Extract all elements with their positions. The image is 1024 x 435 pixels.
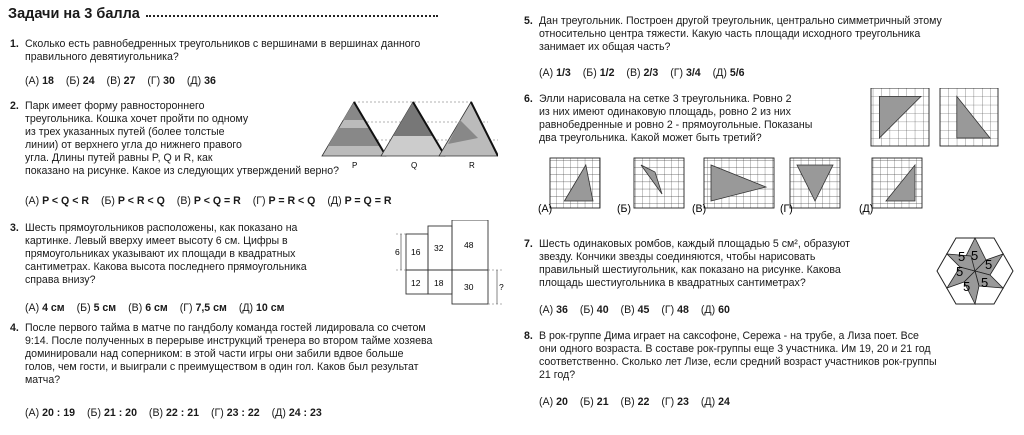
option-c[interactable]: (В) 27 (106, 75, 136, 87)
title-dotted-rule (146, 15, 438, 17)
section-title: Задачи на 3 балла (8, 6, 140, 22)
question-number: 2. (10, 100, 19, 112)
question-text (25, 38, 420, 64)
text-line: Сколько есть равнобедренных треугольников с вершинами в вершинах данного (25, 38, 421, 50)
option-e-grid[interactable] (872, 158, 922, 208)
option-a-label: (А) (538, 203, 553, 215)
option-b[interactable]: (Б) 21 (579, 396, 609, 408)
label-p: P (352, 161, 358, 170)
text-line: они одного возраста. В составе рок-группы еще 3 участника. Им 19, 20 и 21 год (539, 343, 931, 355)
option-c-label: (В) (692, 203, 707, 215)
option-a[interactable]: (А) 1/3 (539, 67, 571, 79)
question-number: 1. (10, 38, 19, 50)
option-a[interactable]: (А) 4 см (25, 302, 65, 314)
given-triangle-2 (940, 88, 998, 146)
text-line: правильный шестиугольник, как показано на рисунке. Какова (539, 264, 841, 276)
text-line: Шесть одинаковых ромбов, каждый площадью 5 см², образуют (539, 238, 850, 250)
given-triangle-1 (871, 88, 929, 146)
hexagon-star-figure (936, 236, 1014, 306)
text-line: относительно центра тяжести. Какую часть площади исходного треугольника (539, 28, 921, 40)
text-line: угла. Длины путей равны P, Q и R, как (25, 152, 213, 164)
question-text (25, 322, 432, 387)
question-number: 5. (524, 15, 533, 27)
text-line: матча? (25, 374, 61, 386)
text-line: Дан треугольник. Построен другой треугольник, центрально симметричный этому (539, 15, 942, 27)
question-number: 8. (524, 330, 533, 342)
rhombus-area: 5 (956, 264, 964, 279)
option-c[interactable]: (В) 22 : 21 (148, 407, 199, 419)
option-a[interactable]: (А) 20 : 19 (25, 407, 76, 419)
option-c[interactable]: (В) 6 см (128, 302, 168, 314)
area-label: 12 (411, 278, 421, 288)
question-number: 3. (10, 222, 19, 234)
text-line: два треугольника. Какой может быть третий? (539, 132, 762, 144)
option-d[interactable]: (Г) P = R < Q (252, 195, 316, 207)
option-b-label: (Б) (617, 203, 632, 215)
option-d-grid[interactable] (790, 158, 840, 208)
text-line: равнобедренные и ровно 2 - прямоугольные. Показаны (539, 119, 813, 131)
text-line: Элли нарисовала на сетке 3 треугольника. Ровно 2 (539, 93, 792, 105)
option-e[interactable]: (Д) 24 (700, 396, 730, 408)
answer-options (539, 304, 739, 317)
text-line: правильного девятиугольника? (25, 51, 179, 63)
answer-options (539, 67, 754, 80)
text-line: Парк имеет форму равностороннего (25, 100, 205, 112)
option-e[interactable]: (Д) 24 : 23 (271, 407, 322, 419)
rectangles-figure (392, 220, 510, 306)
option-e[interactable]: (Д) 36 (186, 75, 216, 87)
text-line: справа внизу? (25, 274, 96, 286)
option-d[interactable]: (Г) 23 (661, 396, 689, 408)
question-text (539, 15, 942, 54)
option-e-label: (Д) (859, 203, 874, 215)
text-line: В рок-группе Дима играет на саксофоне, Сережа - на трубе, а Лиза поет. Все (539, 330, 919, 342)
text-line: 9:14. После полученных в перерыве инструкций тренера во втором тайме хозяева (25, 335, 433, 347)
answer-options (25, 407, 331, 420)
rhombus-area: 5 (985, 257, 993, 272)
option-b[interactable]: (Б) 40 (579, 304, 609, 316)
question-text (25, 100, 339, 178)
question-text (539, 238, 850, 290)
option-e[interactable]: (Д) 10 см (238, 302, 285, 314)
text-line: соответственно. Сколько лет Лизе, если средний возраст участников рок-группы (539, 356, 937, 368)
option-b[interactable]: (Б) P < R < Q (100, 195, 165, 207)
option-d[interactable]: (Г) 23 : 22 (210, 407, 260, 419)
option-c-grid[interactable] (704, 158, 774, 208)
answer-options (539, 396, 739, 409)
answer-options (25, 195, 400, 208)
text-line: из трех указанных путей (более толстые (25, 126, 225, 138)
option-b-grid[interactable] (634, 158, 684, 208)
option-d[interactable]: (Г) 30 (147, 75, 175, 87)
option-d[interactable]: (Г) 48 (661, 304, 689, 316)
question-number: 6. (524, 93, 533, 105)
option-c[interactable]: (В) 2/3 (626, 67, 659, 79)
grid-triangles-figure (520, 88, 1020, 216)
option-b[interactable]: (Б) 24 (65, 75, 95, 87)
height-label: 6 (395, 247, 400, 257)
option-a[interactable]: (А) 20 (539, 396, 568, 408)
area-label: 18 (434, 278, 444, 288)
option-b[interactable]: (Б) 21 : 20 (87, 407, 137, 419)
answer-options (25, 75, 225, 88)
question-text (539, 330, 937, 382)
text-line: доминировали над соперником: в этой части игры они забили вдвое больше (25, 348, 404, 360)
text-line: из них имеют одинаковую площадь, ровно 2 из них (539, 106, 791, 118)
option-a[interactable]: (А) P < Q < R (25, 195, 89, 207)
area-label: 30 (464, 282, 474, 292)
text-line: После первого тайма в матче по гандболу команда гостей лидировала со счетом (25, 322, 426, 334)
option-a-grid[interactable] (550, 158, 600, 208)
text-line: голов, чем гости, и выиграли с преимуществом в один гол. Каков был результат (25, 361, 419, 373)
park-triangles-figure (318, 100, 498, 172)
option-b[interactable]: (Б) 5 см (76, 302, 117, 314)
text-line: сантиметрах. Какова высота последнего прямоугольника (25, 261, 307, 273)
text-line: 21 год? (539, 369, 576, 381)
option-c[interactable]: (В) 22 (620, 396, 650, 408)
area-label: 16 (411, 247, 421, 257)
triangle-p (322, 102, 386, 156)
question-number: 7. (524, 238, 533, 250)
option-b[interactable]: (Б) 1/2 (582, 67, 615, 79)
option-d[interactable]: (Г) 3/4 (670, 67, 701, 79)
triangle-r (439, 102, 498, 156)
text-line: занимает их общая часть? (539, 41, 671, 53)
text-line: Шесть прямоугольников расположены, как показано на (25, 222, 298, 234)
area-label: 48 (464, 240, 474, 250)
option-e[interactable]: (Д) 5/6 (712, 67, 745, 79)
question-number: 4. (10, 322, 19, 334)
option-e[interactable]: (Д) 60 (700, 304, 730, 316)
text-line: картинке. Левый вверху имеет высоту 6 см. Цифры в (25, 235, 288, 247)
option-a[interactable]: (А) 18 (25, 75, 54, 87)
option-a[interactable]: (А) 36 (539, 304, 568, 316)
label-r: R (469, 161, 475, 170)
option-d-label: (Г) (780, 203, 793, 215)
option-d[interactable]: (Г) 7,5 см (179, 302, 227, 314)
text-line: прямоугольниках указывают их площади в квадратных (25, 248, 296, 260)
option-e[interactable]: (Д) P = Q = R (327, 195, 392, 207)
unknown-height-label: ? (499, 282, 504, 292)
option-c[interactable]: (В) P < Q = R (176, 195, 241, 207)
text-line: звезду. Кончики звезды соединяются, чтобы нарисовать (539, 251, 816, 263)
rhombus-area: 5 (981, 275, 989, 290)
option-c[interactable]: (В) 45 (620, 304, 650, 316)
rhombus-area: 5 (971, 248, 979, 263)
label-q: Q (411, 161, 418, 170)
triangle-q (381, 102, 445, 156)
answer-options (25, 302, 293, 315)
question-text (25, 222, 307, 287)
area-label: 32 (434, 243, 444, 253)
text-line: показано на рисунке. Какое из следующих утверждений верно? (25, 165, 340, 177)
rhombus-area: 5 (958, 249, 966, 264)
rhombus-area: 5 (963, 279, 971, 294)
text-line: треугольника. Кошка хочет пройти по одному (25, 113, 249, 125)
text-line: линии) от верхнего угла до нижнего правого (25, 139, 242, 151)
text-line: площадь шестиугольника в квадратных сантиметрах? (539, 277, 806, 289)
